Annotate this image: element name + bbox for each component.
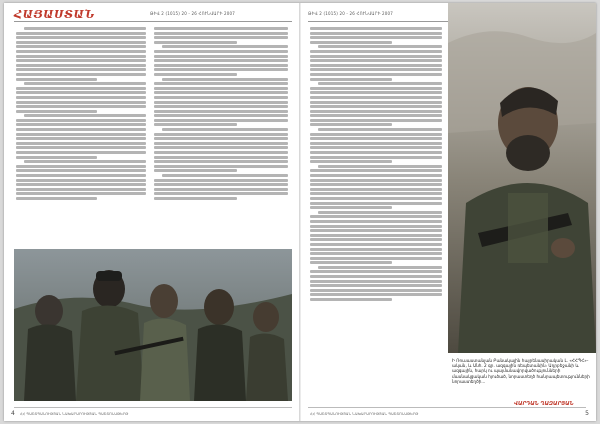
issue-info-right: ԹԻՎ 2 (1015) 20 - 26 ՀՈՒՆՎԱՐԻ 2007 xyxy=(308,11,394,16)
page-number-left: 4 xyxy=(11,410,15,417)
footer-left: ՀՀ ՊԱՇՏՊԱՆՈՒԹՅԱՆ ՆԱԽԱՐԱՐՈՒԹՅԱՆ ՊԱՇՏՈՆԱԹԵՐԹ xyxy=(20,412,129,416)
text-column-3 xyxy=(310,27,442,303)
text-column-1 xyxy=(16,27,146,202)
group-of-soldiers-photo xyxy=(14,249,292,401)
footer-rule xyxy=(14,407,292,408)
photo-caption: Ի Ռուսաստանյան Բանակային հայրենասիրական Լ. «ՀՀՊՀ»-ական, և Անհ. 2 գր. ազգային ռեպետանին։ Ադրբեջանի և ազգային, հարկ ու պայմանավորվածությունների մասնակցական հյուծած, նորաստեղծ հանրապետությունների նորաստեղծի... xyxy=(452,358,590,384)
issue-info-left: ԹԻՎ 2 (1015) 20 - 26 ՀՈՒՆՎԱՐԻ 2007 xyxy=(150,11,236,16)
footer-rule xyxy=(308,407,586,408)
soldier-portrait-photo xyxy=(448,3,596,353)
text-column-2 xyxy=(154,27,288,202)
magazine-spread xyxy=(4,3,596,421)
author-byline: ՎԱՐԴԱՆ ՂԱԶԱՐՅԱՆ xyxy=(514,401,574,407)
left-page xyxy=(4,3,300,421)
masthead-logo: ՀԱՅԱՍՏԱՆ xyxy=(14,8,95,21)
page-number-right: 5 xyxy=(585,410,589,417)
header-rule xyxy=(14,21,292,22)
footer-right: ՀՀ ՊԱՇՏՊԱՆՈՒԹՅԱՆ ՆԱԽԱՐԱՐՈՒԹՅԱՆ ՊԱՇՏՈՆԱԹԵՐԹ xyxy=(310,412,419,416)
right-page xyxy=(300,3,596,421)
